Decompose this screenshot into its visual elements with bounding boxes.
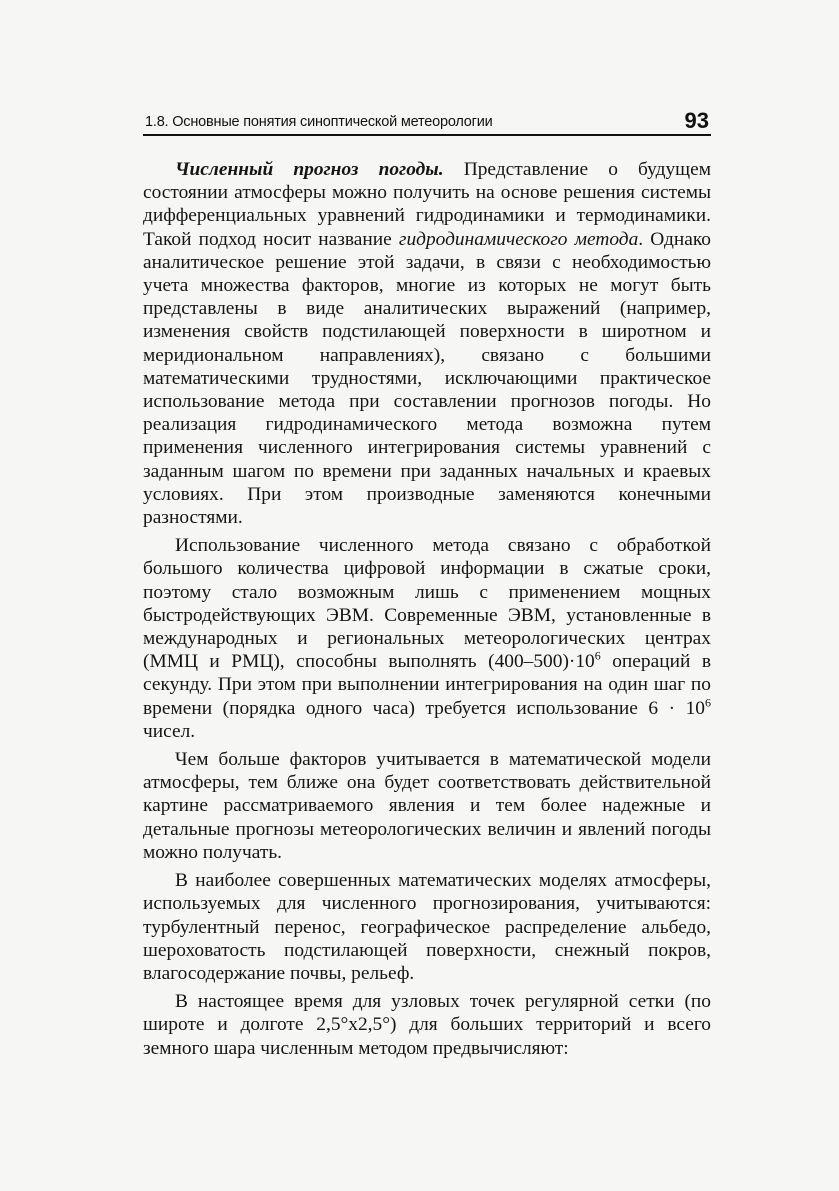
paragraph-2-text-b: операций в секунду. При этом при выполнении интегрирования на один шаг по времени (порядка одного часа) требуется использование 6 · 10 <box>143 651 711 719</box>
page-number: 93 <box>684 108 709 133</box>
paragraph-1 <box>143 158 711 529</box>
paragraph-2-text-c: чисел. <box>143 720 196 742</box>
exponent-1: 6 <box>594 648 601 663</box>
method-term: гидродинамического метода <box>398 228 639 250</box>
paragraph-1-text-a: Представление о будущем состоянии атмосферы можно получить на основе решения системы дифференциальных уравнений гидродинамики и термодинамики. Такой подход носит название <box>143 159 711 250</box>
paragraph-4: В наиболее совершенных математических моделях атмосферы, используемых для численного прогнозирования, учитываются: турбулентный перенос, географическое распределение альбедо, шероховатость подстилающей поверхности, снежный покров, влагосодержание почвы, рельеф. <box>143 870 711 984</box>
paragraph-2-text-a: Использование численного метода связано с обработкой большого количества цифровой информации в сжатые сроки, поэтому стало возможным лишь с применением мощных быстродействующих ЭВМ. Современные ЭВМ, установленные в международных и региональных метеорологических центрах (ММЦ и РМЦ), способны выполнять (400–500)·10 <box>143 535 711 673</box>
exponent-2: 6 <box>705 695 711 710</box>
header-title: 1.8. Основные понятия синоптической метеорологии <box>145 114 493 130</box>
body-text <box>143 158 711 1065</box>
running-header <box>143 110 711 136</box>
paragraph-5: В настоящее время для узловых точек регулярной сетки (по широте и долготе 2,5°х2,5°) для больших территорий и всего земного шара численным методом предвычисляют: <box>143 991 711 1059</box>
paragraph-2 <box>143 534 711 743</box>
paragraph-3: Чем больше факторов учитывается в математической модели атмосферы, тем ближе она будет соответствовать действительной картине рассматриваемого явления и тем более надежные и детальные прогнозы метеорологических величин и явлений погоды можно получать. <box>143 749 711 863</box>
section-lead: Численный прогноз погоды. <box>175 159 444 180</box>
paragraph-1-text-b: . Однако аналитическое решение этой задачи, в связи с необходимостью учета множества факторов, многие из которых не могут быть представлены в виде аналитических выражений (например, изменения свойств подстилающей поверхности в широтном и меридиональном направлениях), связано с большими математическими трудностями, исключающими практическое использование метода при составлении прогнозов погоды. Но реализация гидродинамического метода возможна путем применения численного интегрирования системы уравнений с заданным шагом по времени при заданных начальных и краевых условиях. При этом производные заменяются конечными разностями. <box>143 228 711 529</box>
